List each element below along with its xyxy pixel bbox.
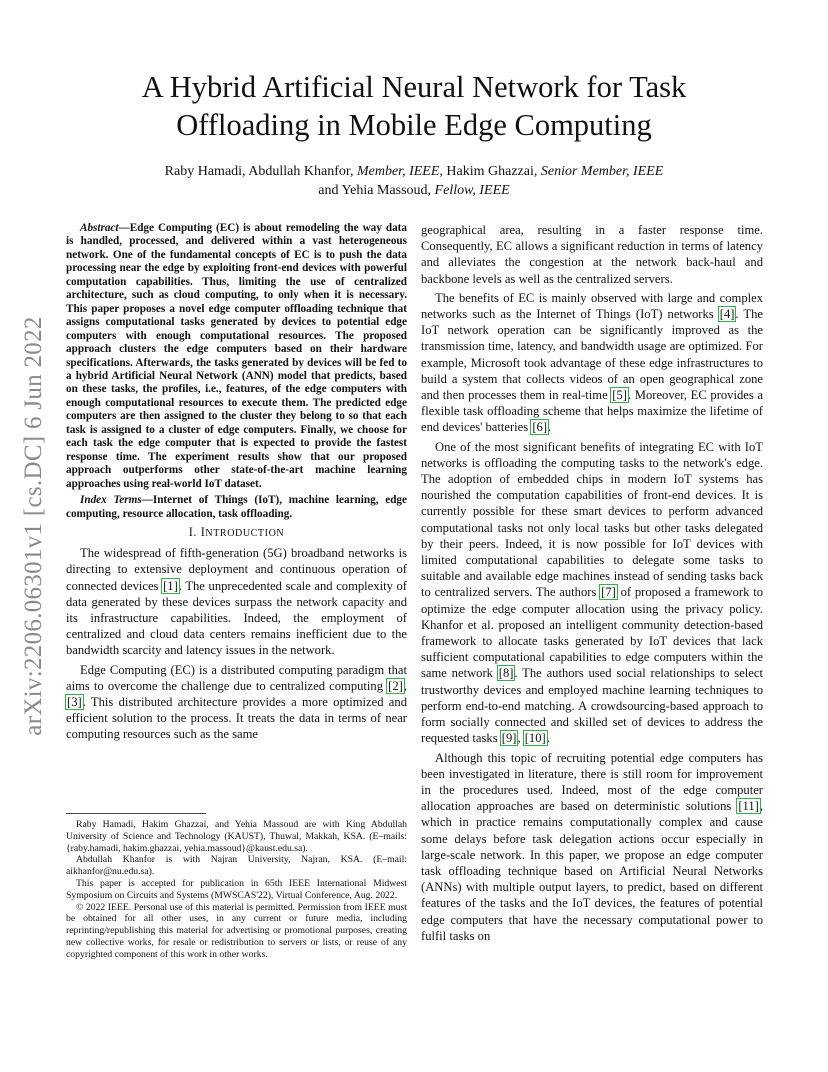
left-column (66, 222, 407, 746)
author-block (80, 162, 748, 200)
abstract-text: —Edge Computing (EC) is about remodeling the way data is handled, processed, and delivered within a vast heterogeneous network. One of the fundamental concepts of EC is to push the data processing near the edge by exploiting front-end devices with powerful computation capabilities. Thus, limiting the use of centralized architecture, such as cloud computing, to only when it is necessary. This paper proposes a novel edge computer offloading technique that assigns computational tasks generated by devices to potential edge computers with enough computational resources. The proposed approach clusters the edge computers based on their hardware specifications. Afterwards, the tasks generated by devices will be fed to a hybrid Artificial Neural Network (ANN) model that predicts, based on these tasks, the profiles, i.e., features, of the edge computers with enough computational resources to execute them. The predicted edge computers are then assigned to the cluster they belong to so that each task is assigned to a cluster of edge computers. Finally, we choose for each task the edge computer that is expected to provide the fastest response time. The experiment results show that our proposed approach outperforms other state-of-the-art machine learning approaches using real-world IoT dataset. (66, 222, 407, 490)
abstract (66, 222, 407, 491)
section-title-rest: NTRODUCTION (205, 527, 285, 539)
paragraph-text: Although this topic of recruiting potential edge computers has been investigated in literature, there is still room for improvement in the procedures used. Indeed, most of the edge computer allocation approaches are based on deterministic solutions (421, 750, 763, 814)
arxiv-identifier: arXiv:2206.06301v1 [cs.DC] 6 Jun 2022 (20, 316, 47, 736)
paragraph-text: Edge Computing (EC) is a distributed computing paradigm that aims to overcome the challenge due to centralized computing (66, 662, 407, 693)
citation-link[interactable]: [11] (738, 799, 759, 814)
body-paragraph-continued: geographical area, resulting in a faster response time. Consequently, EC allows a significant reduction in terms of latency and alleviates the congestion at the network back-haul and backbone levels as well as the centralized servers. (421, 223, 763, 286)
footnote-affiliation-2: Abdullah Khanfor is with Najran University, Najran, KSA. (E–mail: aikhanfor@nu.edu.sa). (66, 854, 407, 878)
footnote-publication: This paper is accepted for publication in 65th IEEE International Midwest Symposium on Circuits and Systems (MWSCAS'22), Virtual Conference, Aug. 2022. (66, 877, 407, 901)
footnote-rule (66, 813, 206, 814)
index-terms (66, 494, 407, 521)
paragraph-text: of proposed a framework to optimize the edge computer allocation using the privacy policy. Khanfor et al. proposed an intelligent community detection-based framework to allocate tasks generated by IoT devices that lack sufficient computational capabilities to edge computers within the same network (421, 585, 763, 681)
arxiv-side-stamp (14, 296, 54, 756)
section-number: I. (188, 524, 201, 539)
paragraph-text: . This distributed architecture provides a more optimized and efficient solution to the process. It treats the data in terms of near computing resources such as the same (66, 695, 407, 742)
citation-link[interactable]: [8] (498, 666, 514, 681)
citation-link[interactable]: [9] (501, 731, 517, 746)
paper-title: A Hybrid Artificial Neural Network for Task Offloading in Mobile Edge Computing (141, 70, 687, 142)
citation-link[interactable]: [10] (524, 731, 546, 746)
paragraph-text: One of the most significant benefits of integrating EC with IoT networks is offloading the computing tasks to the network's edge. The adoption of embedded chips in modern IoT systems has nourished the computation capabilities of front-end devices. It is currently possible for these smart devices to perform advanced computational tasks not only local tasks but other tasks delegated by their peers. Indeed, it is now possible for IoT devices with limited computational capabilities to delegate some tasks to suitable and available edge machines instead of sending tasks back to centralized servers. The authors (421, 439, 763, 600)
paragraph-text: , (517, 731, 524, 746)
paragraph-text: . Moreover, EC provides a flexible task offloading scheme that helps maximize the lifetime of end devices' batteries (421, 388, 763, 435)
section-heading-introduction (66, 524, 407, 542)
author-degree-1: Member, IEEE, (356, 164, 443, 179)
footnote-affiliation: Raby Hamadi, Hakim Ghazzai, and Yehia Massoud are with King Abdullah University of Science and Technology (KAUST), Thuwal, Makkah, KSA. (E–mails: {raby.hamadi, hakim.ghazzai, yehia.massoud}@kaust.edu.sa). (66, 819, 407, 854)
body-paragraph-offloading (421, 439, 763, 747)
paragraph-text: . (548, 420, 552, 435)
paragraph-text: The widespread of fifth-generation (5G) broadband networks is directing to extensive deployment and continuous operation of connected devices (66, 546, 407, 593)
section-title-initial: I (200, 524, 206, 539)
citation-link[interactable]: [6] (532, 420, 548, 435)
author-line-2 (80, 181, 748, 200)
body-paragraph-proposal (421, 750, 763, 944)
author-line-1 (80, 162, 748, 181)
author-degree-2: Senior Member, IEEE (540, 164, 664, 179)
intro-paragraph-1 (66, 545, 407, 658)
author-names-b: Hakim Ghazzai, (446, 164, 538, 179)
abstract-label: Abstract (80, 222, 119, 234)
citation-link[interactable]: [7] (601, 585, 616, 600)
paragraph-text: . The unprecedented scale and complexity of data generated by these devices surpass the network capacity and its infrastructure capabilities. Indeed, the employment of centralized and cloud data centers remains inefficient due to the bandwidth scarcity and latency issues in the network. (66, 578, 407, 658)
paragraph-text: . (546, 731, 550, 746)
paragraph-text: . The IoT network operation can be significantly improved as the transmission time, latency, and bandwidth usage are optimized. For example, Microsoft took advantage of these edge infrastructures to build a system that collects videos of an open geographical zone and then processes them in real-time (421, 307, 763, 403)
author-names-c: and Yehia Massoud, (318, 183, 432, 198)
paragraph-text: The benefits of EC is mainly observed with large and complex networks such as the Internet of Things (IoT) networks (421, 290, 763, 322)
right-column (421, 222, 763, 947)
footnote-copyright: © 2022 IEEE. Personal use of this material is permitted. Permission from IEEE must be obtained for all other uses, in any current or future media, including reprinting/republishing this material for advertising or promotional purposes, creating new collective works, for resale or redistribution to servers or lists, or reuse of any copyrighted component of this work in other works. (66, 901, 407, 960)
paragraph-text: , which in practice remains computationally complex and cause some delays before task delegation actions occur especially in large-scale network. In this paper, we propose an edge computer task offloading technique based on Artificial Neural Networks (ANNs) with multiple output layers, to predict, based on different features of the tasks and the IoT devices, the features of potential edge computers that have the necessary computational power to fulfil tasks on (421, 799, 763, 943)
author-degree-3: Fellow, IEEE (434, 183, 510, 198)
index-terms-text: —Internet of Things (IoT), machine learning, edge computing, resource allocation, task offloading. (66, 494, 407, 520)
author-names-a: Raby Hamadi, Abdullah Khanfor, (164, 164, 354, 179)
citation-link[interactable]: [3] (67, 695, 82, 709)
index-terms-label: Index Terms (80, 494, 142, 507)
footnotes (66, 819, 407, 961)
paragraph-text: . The authors used social relationships to select trustworthy devices and employed machine learning techniques to perform end-to-end matching. A crowdsourcing-based approach to form socially connected and skilled set of devices to address the requested tasks (421, 666, 763, 746)
citation-link[interactable]: [4] (719, 307, 735, 322)
paragraph-text: , (403, 678, 407, 693)
citation-link[interactable]: [2] (388, 678, 403, 693)
citation-link[interactable]: [5] (612, 388, 627, 403)
body-paragraph-benefits (421, 290, 763, 436)
intro-paragraph-2 (66, 662, 407, 743)
citation-link[interactable]: [1] (163, 578, 178, 593)
